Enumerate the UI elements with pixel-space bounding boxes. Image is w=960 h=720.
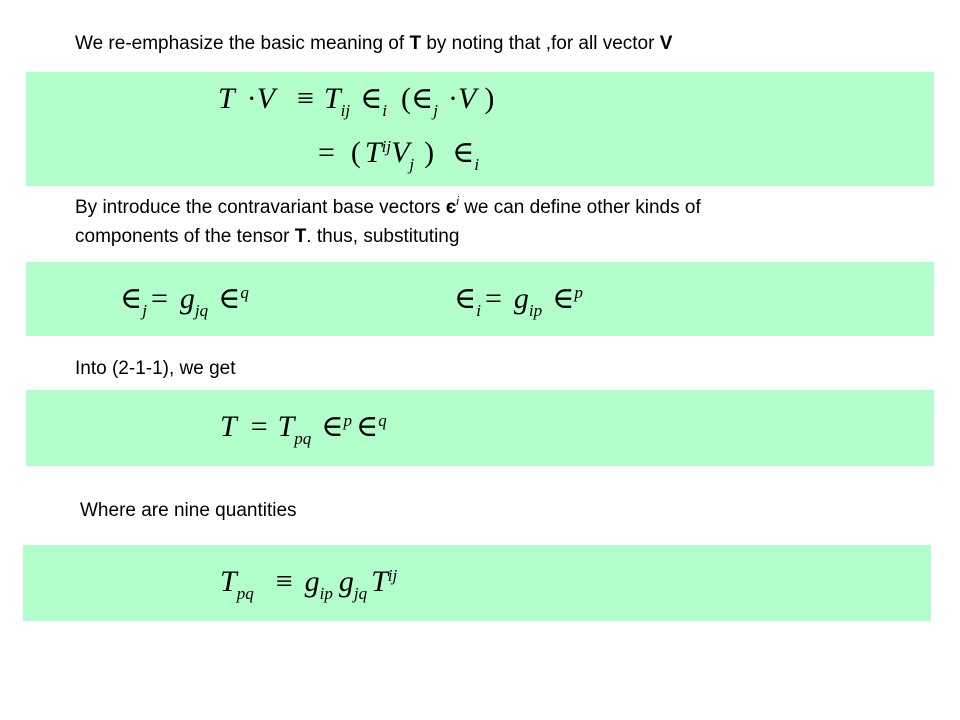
- equation-1-row-2: [318, 136, 479, 174]
- eq1-T: T: [218, 82, 235, 115]
- eq2l-epsilon-2-sup: q: [240, 283, 249, 302]
- contra-text-4: . thus, substituting: [306, 226, 460, 247]
- eq4-g2: g: [338, 565, 354, 598]
- equation-2-left: [120, 282, 249, 320]
- eq3-epsilon-1-sup: p: [343, 411, 353, 430]
- eq1r2-epsilon: ∈: [452, 136, 475, 169]
- contra-text-2: we can define other kinds of: [458, 197, 701, 218]
- equation-1-row-1: [218, 82, 494, 120]
- eq3-T2-sub: pq: [294, 429, 312, 448]
- contra-epsilon-sup: i: [456, 194, 459, 208]
- eq2l-epsilon-2: ∈: [218, 282, 241, 315]
- equation-box-4: [23, 545, 931, 621]
- eq4-T: T: [220, 565, 237, 598]
- eq2r-g: g: [513, 282, 529, 315]
- equation-4: [220, 565, 397, 603]
- eq4-T2-sup: ij: [387, 566, 398, 585]
- equation-3: [220, 410, 387, 448]
- eq3-epsilon-1: ∈: [321, 410, 344, 443]
- eq1-T2-sub: ij: [340, 101, 351, 120]
- eq2r-equals: =: [484, 282, 502, 315]
- eq2r-epsilon-2: ∈: [552, 282, 575, 315]
- eq2l-epsilon-sub: j: [142, 301, 147, 320]
- eq1-equiv: ≡: [297, 82, 314, 115]
- eq4-T2: T: [371, 565, 388, 598]
- eq1r2-V-sub: j: [409, 155, 415, 174]
- eq1r2-rparen: ): [424, 136, 435, 169]
- nine-quantities-text: Where are nine quantities: [80, 500, 297, 521]
- eq4-g1-sub: ip: [319, 584, 333, 603]
- eq2l-g: g: [179, 282, 195, 315]
- equation-2-right: [454, 282, 583, 320]
- eq3-epsilon-2-sup: q: [378, 411, 387, 430]
- eq1-dot-2: ·: [447, 82, 458, 115]
- eq1-T2: T: [323, 82, 341, 115]
- eq2l-equals: =: [150, 282, 168, 315]
- contravariant-line-2: [75, 225, 459, 249]
- eq1-rparen: ): [484, 82, 495, 115]
- eq1-lparen: (: [401, 82, 412, 115]
- eq4-g2-sub: jq: [353, 584, 368, 603]
- contra-epsilon: є: [445, 197, 457, 218]
- eq1-epsilon-1: ∈: [360, 82, 383, 115]
- eq1r2-epsilon-sub: i: [474, 155, 480, 174]
- intro-sentence: [75, 32, 672, 56]
- eq3-T: T: [220, 410, 237, 443]
- eq1-dot: ·: [246, 82, 257, 115]
- into-text: Into (2-1-1), we get: [75, 358, 236, 379]
- eq1-epsilon-2: ∈: [411, 82, 434, 115]
- eq2r-g-sub: ip: [528, 301, 543, 320]
- eq2l-epsilon: ∈: [120, 282, 143, 315]
- eq1-epsilon-1-sub: i: [382, 101, 388, 120]
- intro-text-2: by noting that ,for all vector: [421, 33, 660, 54]
- intro-bold-V: V: [659, 33, 673, 54]
- eq1r2-lparen: (: [350, 136, 361, 169]
- contra-bold-T: T: [294, 226, 307, 247]
- intro-bold-T: T: [409, 33, 422, 54]
- eq1r2-T: T: [364, 136, 382, 169]
- eq2l-g-sub: jq: [194, 301, 209, 320]
- eq1-V: V: [256, 82, 276, 115]
- eq1r2-equals: =: [318, 136, 335, 169]
- eq1r2-T-sup: ij: [381, 137, 392, 156]
- eq2r-epsilon-2-sup: p: [574, 283, 583, 302]
- eq4-equiv: ≡: [275, 565, 293, 598]
- contravariant-line-1: [75, 196, 701, 221]
- contra-text-1: By introduce the contravariant base vectors: [75, 197, 446, 218]
- intro-text-1: We re-emphasize the basic meaning of: [75, 33, 410, 54]
- eq3-equals: =: [250, 410, 268, 443]
- eq1-V2: V: [457, 82, 477, 115]
- eq3-T2: T: [277, 410, 295, 443]
- contra-text-3: components of the tensor: [75, 226, 295, 247]
- eq2r-epsilon: ∈: [454, 282, 477, 315]
- equation-box-3: [26, 390, 934, 466]
- eq1-epsilon-2-sub: j: [433, 101, 438, 120]
- eq3-epsilon-2: ∈: [356, 410, 379, 443]
- eq4-g1: g: [304, 565, 320, 598]
- eq1r2-V: V: [391, 136, 410, 169]
- eq2r-epsilon-sub: i: [476, 301, 481, 320]
- eq4-T-sub: pq: [236, 584, 254, 603]
